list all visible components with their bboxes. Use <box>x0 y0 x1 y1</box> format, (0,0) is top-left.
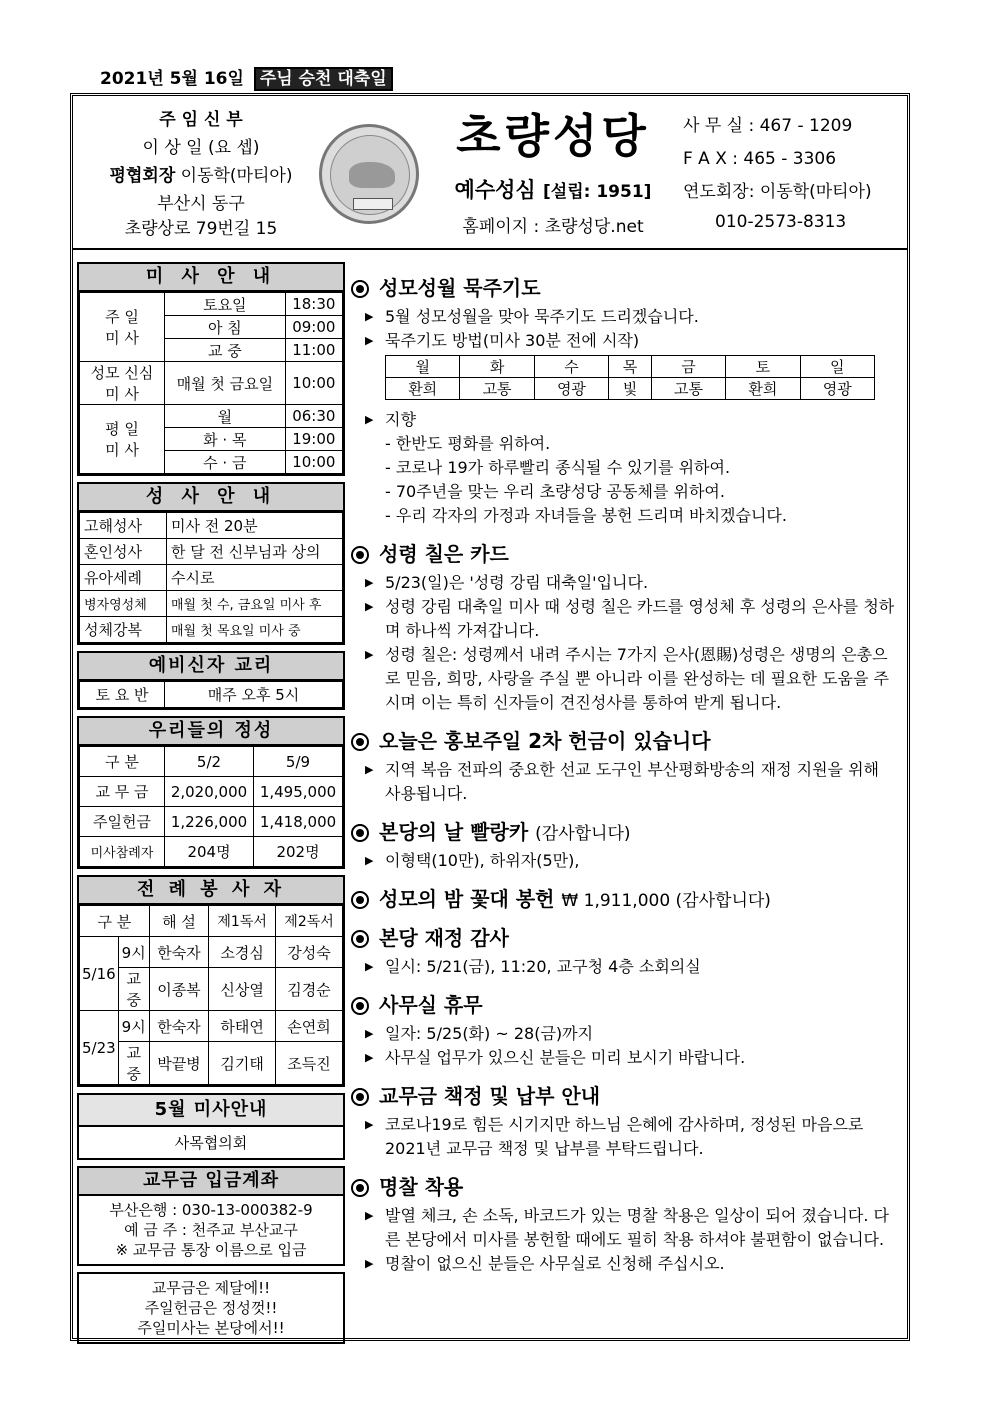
header-left <box>81 106 321 240</box>
mass-schedule-box <box>77 262 345 476</box>
tithe-section <box>351 1080 896 1161</box>
mystery: 환희 <box>726 378 800 400</box>
server-name: 소경심 <box>209 937 276 968</box>
office-closed-section <box>351 989 896 1070</box>
server-name: 김기태 <box>209 1042 276 1085</box>
offering-header: 5/9 <box>254 747 343 777</box>
section-title: 성모의 밤 꽃대 봉헌 ₩ 1,911,000 (감사합니다) <box>351 883 896 912</box>
notice-item: ▶ 지역 복음 전파의 중요한 선교 도구인 부산평화방송의 재정 지원을 위해 사용됩니다. <box>365 760 879 803</box>
rosary-days-table <box>385 355 875 400</box>
district-head: 연도회장: 이동학(마티아) <box>683 182 872 202</box>
server-name: 조득진 <box>276 1042 343 1085</box>
arrow-icon: ▶ <box>365 1118 374 1131</box>
arrow-icon: ▶ <box>365 310 374 323</box>
header-right <box>683 110 905 235</box>
promo-section <box>351 725 896 806</box>
intent: - 코로나 19가 하루빨리 종식될 수 있기를 위하여. <box>385 458 731 477</box>
patron: 예수성심 <box>454 178 536 202</box>
mystery: 고통 <box>460 378 534 400</box>
may-mass-title: 5월 미사안내 <box>79 1095 343 1127</box>
arrow-icon: ▶ <box>365 334 374 347</box>
notice-item: ▶ 명찰이 없으신 분들은 사무실로 신청해 주십시오. <box>351 1252 896 1276</box>
notice-item: ▶ 일시: 5/21(금), 11:20, 교구청 4층 소회의실 <box>351 955 896 979</box>
bread-section <box>351 816 896 873</box>
mass-time: 19:00 <box>285 428 342 451</box>
catechumen-title: 예비신자 교리 <box>79 653 343 681</box>
server-name: 손연희 <box>276 1011 343 1042</box>
pastor-title: 주 임 신 부 <box>159 110 243 130</box>
patron-line <box>423 174 683 204</box>
arrow-icon: ▶ <box>365 960 374 973</box>
founded: [설립: 1951] <box>543 182 652 202</box>
church-name: 초량성당 <box>456 109 650 163</box>
weekday: 수 <box>534 356 608 378</box>
mass-day: 월 <box>165 405 286 428</box>
servers-mass: 교중 <box>118 1042 149 1085</box>
flower-section <box>351 883 896 912</box>
heart-day: 매월 첫 금요일 <box>165 362 286 405</box>
homepage: 홈페이지 : 초량성당.net <box>462 217 644 237</box>
mass-table <box>79 292 343 474</box>
servers-table <box>79 905 343 1085</box>
arrow-icon: ▶ <box>365 1027 374 1040</box>
server-name: 한숙자 <box>149 1011 209 1042</box>
server-name: 하태연 <box>209 1011 276 1042</box>
feast-label: 주님 승천 대축일 <box>254 67 393 91</box>
weekday: 금 <box>651 356 725 378</box>
arrow-icon: ▶ <box>365 1257 374 1270</box>
slogan: 주일미사는 본당에서!! <box>137 1319 285 1337</box>
bulletin-header <box>73 96 907 250</box>
heart-time: 10:00 <box>285 362 342 405</box>
mass-day: 수 · 금 <box>165 451 286 474</box>
council-label: 평협회장 <box>109 166 176 186</box>
circle-bullet-icon <box>351 930 369 948</box>
catechumen-time: 매주 오후 5시 <box>165 682 343 708</box>
spirit-card-section <box>351 538 896 715</box>
sacrament-table <box>79 512 343 643</box>
servers-date: 5/23 <box>80 1011 119 1085</box>
server-name: 이종복 <box>149 968 209 1011</box>
slogan: 교무금은 제달에!! <box>151 1279 271 1297</box>
fax: F A X : 465 - 3306 <box>683 149 837 169</box>
circle-bullet-icon <box>351 997 369 1015</box>
mystery: 영광 <box>534 378 608 400</box>
mass-title: 미 사 안 내 <box>79 264 343 292</box>
pastor-name: 이 상 일 (요 셉) <box>142 138 260 158</box>
server-name: 신상열 <box>209 968 276 1011</box>
weekday: 일 <box>800 356 874 378</box>
sacrament-name: 유아세례 <box>80 565 167 591</box>
may-mass-box <box>77 1093 345 1160</box>
heart-label: 성모 신심 미 사 <box>80 362 165 405</box>
servers-header: 해 설 <box>149 906 209 937</box>
notice-item: ▶ 발열 체크, 손 소독, 바코드가 있는 명찰 착용은 일상이 되어 졌습니다. 다른 본당에서 미사를 봉헌할 때에도 필히 착용 하셔야 불편함이 없습니다. <box>365 1206 889 1249</box>
intent: - 70주년을 맞는 우리 초량성당 공동체를 위하여. <box>385 482 725 501</box>
header-center <box>423 108 683 237</box>
mass-time: 11:00 <box>285 339 342 362</box>
catechumen-day: 토 요 반 <box>80 682 165 708</box>
mass-time: 09:00 <box>285 316 342 339</box>
section-title: 성령 칠은 카드 <box>351 538 896 567</box>
server-name: 강성숙 <box>276 937 343 968</box>
circle-bullet-icon <box>351 546 369 564</box>
offering-value: 2,020,000 <box>165 777 254 807</box>
church-seal-logo <box>319 124 419 224</box>
mass-day: 아 침 <box>165 316 286 339</box>
notice-item: ▶ 지향 <box>351 408 896 432</box>
weekday: 목 <box>609 356 652 378</box>
slogan: 주일헌금은 정성껏!! <box>144 1299 278 1317</box>
notice-item: ▶ 이형택(10만), 하위자(5만), <box>351 849 896 873</box>
arrow-icon: ▶ <box>365 648 374 661</box>
server-name: 김경순 <box>276 968 343 1011</box>
district-phone: 010-2573-8313 <box>715 212 847 232</box>
server-name: 박끝병 <box>149 1042 209 1085</box>
account-details <box>79 1196 343 1264</box>
notice-item: ▶ 성령 칠은: 성령께서 내려 주시는 7가지 은사(恩賜)성령은 생명의 은총으로 믿음, 희망, 사랑을 주실 뿐 아니라 이를 완성하는 데 필요한 도움을 주시며 이는 특히 신자들이 견진성사를 통하여 받게 됩니다. <box>365 645 889 712</box>
offering-label: 미사참례자 <box>80 837 165 867</box>
arrow-icon: ▶ <box>365 763 374 776</box>
mass-time: 10:00 <box>285 451 342 474</box>
notice-item: ▶ 5/23(일)은 '성령 강림 대축일'입니다. <box>351 571 896 595</box>
catechumen-box <box>77 651 345 710</box>
weekday: 화 <box>460 356 534 378</box>
section-title: 명찰 착용 <box>351 1171 896 1200</box>
offering-value: 1,495,000 <box>254 777 343 807</box>
address-line1: 부산시 동구 <box>157 194 245 214</box>
offering-table <box>79 746 343 867</box>
servers-date: 5/16 <box>80 937 119 1011</box>
mass-time: 18:30 <box>285 293 342 316</box>
date-text: 2021년 5월 16일 <box>100 69 244 89</box>
offering-title: 우리들의 정성 <box>79 718 343 746</box>
offering-header: 5/2 <box>165 747 254 777</box>
arrow-icon: ▶ <box>365 600 374 613</box>
sacrament-name: 병자영성체 <box>80 591 167 617</box>
servers-box <box>77 875 345 1087</box>
seal-banner <box>353 198 393 210</box>
slogans <box>79 1274 343 1342</box>
notice-item: ▶ 성령 강림 대축일 미사 때 성령 칠은 카드를 영성체 후 성령의 은사를 청하며 하나씩 가져갑니다. <box>365 597 895 640</box>
address-line2: 초량상로 79번길 15 <box>124 219 278 239</box>
intent: - 우리 각자의 가정과 자녀들을 봉헌 드리며 바치겠습니다. <box>385 506 787 525</box>
mystery: 환희 <box>386 378 460 400</box>
arrow-icon: ▶ <box>365 413 374 426</box>
right-column <box>351 268 896 1286</box>
mass-day: 교 중 <box>165 339 286 362</box>
lamb-icon <box>349 162 395 188</box>
account-box <box>77 1166 345 1266</box>
section-title: 본당 재정 감사 <box>351 922 896 951</box>
account-holder: 예 금 주 : 천주교 부산교구 <box>124 1221 298 1239</box>
sacrament-info: 미사 전 20분 <box>167 513 343 539</box>
circle-bullet-icon <box>351 891 369 909</box>
server-name: 한숙자 <box>149 937 209 968</box>
circle-bullet-icon <box>351 1179 369 1197</box>
sacrament-info: 수시로 <box>167 565 343 591</box>
notice-item: ▶ 5월 성모성월을 맞아 묵주기도 드리겠습니다. <box>351 305 896 329</box>
sacrament-info: 매월 첫 수, 금요일 미사 후 <box>167 591 343 617</box>
mystery: 빛 <box>609 378 652 400</box>
notice-item: ▶ 코로나19로 힘든 시기지만 하느님 은혜에 감사하며, 정성된 마음으로 2021년 교무금 책정 및 납부를 부탁드립니다. <box>365 1115 864 1158</box>
servers-mass: 교중 <box>118 968 149 1011</box>
section-title: 본당의 날 빨랑카 (감사합니다) <box>351 816 896 845</box>
weekday-label: 평 일 미 사 <box>80 405 165 474</box>
mystery: 고통 <box>651 378 725 400</box>
section-title: 교무금 책정 및 납부 안내 <box>351 1080 896 1109</box>
left-column <box>77 262 345 1350</box>
sacrament-box <box>77 482 345 645</box>
arrow-icon: ▶ <box>365 1051 374 1064</box>
rosary-section <box>351 272 896 528</box>
offering-value: 1,226,000 <box>165 807 254 837</box>
mystery: 영광 <box>800 378 874 400</box>
circle-bullet-icon <box>351 1088 369 1106</box>
notice-item: ▶ 묵주기도 방법(미사 30분 전에 시작) <box>351 329 896 353</box>
servers-title: 전 례 봉 사 자 <box>79 877 343 905</box>
servers-header: 제1독서 <box>209 906 276 937</box>
section-title: 성모성월 묵주기도 <box>351 272 896 301</box>
bulletin-frame <box>70 93 910 1341</box>
section-title: 사무실 휴무 <box>351 989 896 1018</box>
circle-bullet-icon <box>351 280 369 298</box>
catechumen-table <box>79 681 343 708</box>
slogan-box <box>77 1272 345 1344</box>
circle-bullet-icon <box>351 824 369 842</box>
offering-value: 1,418,000 <box>254 807 343 837</box>
offering-box <box>77 716 345 869</box>
offering-label: 교 무 금 <box>80 777 165 807</box>
sacrament-title: 성 사 안 내 <box>79 484 343 512</box>
offering-header: 구 분 <box>80 747 165 777</box>
servers-mass: 9시 <box>118 1011 149 1042</box>
council-line <box>81 162 321 190</box>
intent: - 한반도 평화를 위하여. <box>385 434 551 453</box>
account-title: 교무금 입금계좌 <box>79 1168 343 1196</box>
seal-inner <box>330 135 410 215</box>
sacrament-info: 매월 첫 목요일 미사 중 <box>167 617 343 643</box>
bulletin-date <box>100 64 393 89</box>
council-name: 이동학(마티아) <box>180 166 293 186</box>
audit-section <box>351 922 896 979</box>
weekday: 월 <box>386 356 460 378</box>
sacrament-name: 고해성사 <box>80 513 167 539</box>
servers-mass: 9시 <box>118 937 149 968</box>
mass-day: 화 · 목 <box>165 428 286 451</box>
arrow-icon: ▶ <box>365 854 374 867</box>
mass-time: 06:30 <box>285 405 342 428</box>
notice-item: ▶ 사무실 업무가 있으신 분들은 미리 보시기 바랍니다. <box>351 1046 896 1070</box>
circle-bullet-icon <box>351 733 369 751</box>
may-mass-text: 사목협의회 <box>174 1134 248 1152</box>
offering-value: 204명 <box>165 837 254 867</box>
arrow-icon: ▶ <box>365 576 374 589</box>
arrow-icon: ▶ <box>365 1209 374 1222</box>
section-title: 오늘은 홍보주일 2차 헌금이 있습니다 <box>351 725 896 754</box>
sunday-label: 주 일 미 사 <box>80 293 165 362</box>
notice-item: ▶ 일자: 5/25(화) ~ 28(금)까지 <box>351 1022 896 1046</box>
account-note: ※ 교무금 통장 이름으로 입금 <box>115 1241 307 1259</box>
office-phone: 사 무 실 : 467 - 1209 <box>683 116 853 136</box>
servers-header: 제2독서 <box>276 906 343 937</box>
offering-value: 202명 <box>254 837 343 867</box>
nametag-section <box>351 1171 896 1276</box>
servers-header: 구 분 <box>80 906 150 937</box>
offering-label: 주일헌금 <box>80 807 165 837</box>
account-bank: 부산은행 : 030-13-000382-9 <box>109 1201 313 1219</box>
sacrament-name: 성체강복 <box>80 617 167 643</box>
mass-day: 토요일 <box>165 293 286 316</box>
sacrament-info: 한 달 전 신부님과 상의 <box>167 539 343 565</box>
weekday: 토 <box>726 356 800 378</box>
sacrament-name: 혼인성사 <box>80 539 167 565</box>
